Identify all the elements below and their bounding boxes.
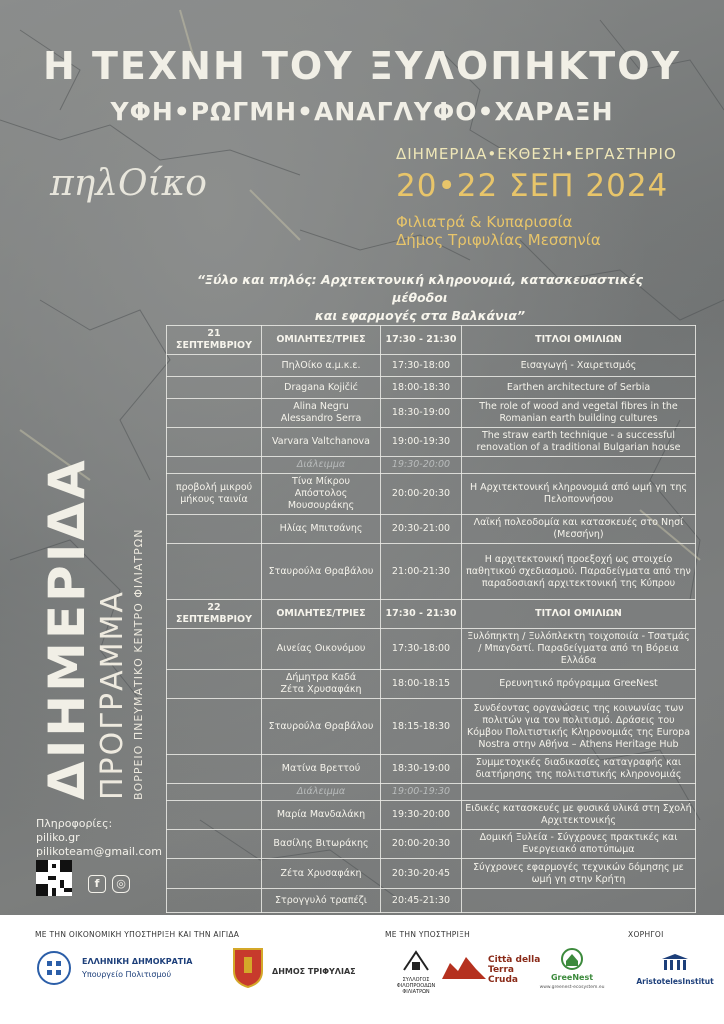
municipality-crest-icon (230, 945, 266, 989)
speaker-name: Σταυρούλα Θραβάλου (262, 544, 381, 600)
talk-title: Λαϊκή πολεοδομία και κατασκευές στο Νησί (Μεσσήνη) (462, 515, 696, 544)
venue-name: ΒΟΡΡΕΙΟ ΠΝΕΥΜΑΤΙΚΟ ΚΕΝΤΡΟ ΦΙΛΙΑΤΡΩΝ (132, 528, 145, 800)
speaker-name: Ματίνα Βρεττού (262, 755, 381, 784)
row-note (167, 428, 262, 457)
talk-time: 18:30-19:00 (381, 755, 462, 784)
side-title-programma: ΠΡΟΓΡΑΜΜΑ (95, 590, 130, 800)
municipality-name: ΔΗΜΟΣ ΤΡΙΦΥΛΙΑΣ (272, 967, 356, 976)
ministry-line-2: Υπουργείο Πολιτισμού (82, 970, 172, 979)
theme-quote (180, 271, 660, 325)
talk-time: 19:30-20:00 (381, 457, 462, 474)
talk-title: The role of wood and vegetal fibres in the Romanian earth building cultures (462, 399, 696, 428)
talk-title: Συμμετοχικές διαδικασίες καταγραφής και διατήρησης της πολιτιστικής κληρονομιάς (462, 755, 696, 784)
talk-title: Εισαγωγή - Χαιρετισμός (462, 355, 696, 377)
speaker-name: Βασίλης Βιτωράκης (262, 830, 381, 859)
day2-titles-header: ΤΙΤΛΟΙ ΟΜΙΛΙΩΝ (462, 600, 696, 629)
talk-time: 18:00-18:15 (381, 670, 462, 699)
event-types: ΔΙΗΜΕΡΙΔΑ•ΕΚΘΕΣΗ•ΕΡΓΑΣΤΗΡΙΟ (396, 145, 677, 163)
day1-titles-header: ΤΙΤΛΟΙ ΟΜΙΛΙΩΝ (462, 326, 696, 355)
ministry-line-1: ΕΛΛΗΝΙΚΗ ΔΗΜΟΚΡΑΤΙΑ (82, 957, 193, 966)
row-note (167, 377, 262, 399)
speaker-name: Alina Negru Alessandro Serra (262, 399, 381, 428)
website-link[interactable]: piliko.gr (36, 831, 80, 844)
day2-time-header: 17:30 - 21:30 (381, 600, 462, 629)
instagram-icon[interactable]: ◎ (112, 875, 130, 893)
event-title: Η ΤΕΧΝΗ ΤΟΥ ΞΥΛΟΠΗΚΤΟΥ (42, 44, 682, 88)
program-row (167, 629, 696, 670)
row-note (167, 801, 262, 830)
program-row (167, 399, 696, 428)
contact-label: Πληροφορίες: (36, 817, 113, 830)
program-row (167, 801, 696, 830)
row-note (167, 784, 262, 801)
speaker-name: Μαρία Μανδαλάκη (262, 801, 381, 830)
contact-info (36, 817, 162, 859)
talk-time: 18:30-19:00 (381, 399, 462, 428)
talk-time: 21:00-21:30 (381, 544, 462, 600)
speaker-name: Ηλίας Μπιτσάνης (262, 515, 381, 544)
email-link[interactable]: pilikoteam@gmail.com (36, 845, 162, 858)
row-note (167, 399, 262, 428)
talk-time: 19:00-19:30 (381, 784, 462, 801)
speaker-name: Στρογγυλό τραπέζι (262, 889, 381, 913)
support-caption: ΜΕ ΤΗΝ ΟΙΚΟΝΟΜΙΚΗ ΥΠΟΣΤΗΡΙΞΗ ΚΑΙ ΤΗΝ ΑΙΓΙΔΑ (35, 930, 240, 939)
program-row (167, 784, 696, 801)
row-note (167, 830, 262, 859)
speaker-name: Varvara Valtchanova (262, 428, 381, 457)
row-note (167, 544, 262, 600)
program-row (167, 830, 696, 859)
program-row (167, 670, 696, 699)
aristoteles-logo-icon (660, 953, 690, 973)
row-note (167, 859, 262, 889)
speaker-name: Dragana Kojičić (262, 377, 381, 399)
talk-time: 20:30-21:00 (381, 515, 462, 544)
talk-title (462, 889, 696, 913)
talk-time: 19:30-20:00 (381, 801, 462, 830)
program-row (167, 474, 696, 515)
talk-time: 20:00-20:30 (381, 830, 462, 859)
association-name: ΣΥΛΛΟΓΟΣ ΦΙΛΟΠΡΟΟΔΩΝ ΦΙΛΙΑΤΡΩΝ (396, 977, 436, 995)
location-line-2: Δήμος Τριφυλίας Μεσσηνία (396, 231, 601, 249)
speaker-name: ΠηλΟίκο α.μ.κ.ε. (262, 355, 381, 377)
piliko-logo: πηλΟίκο (50, 163, 207, 204)
speaker-name: Διάλειμμα (262, 457, 381, 474)
program-row (167, 699, 696, 755)
qr-code-icon[interactable] (36, 860, 72, 896)
speaker-name: Τίνα Μίκρου Απόστολος Μουσουράκης (262, 474, 381, 515)
day1-header-row (167, 326, 696, 355)
program-table (166, 325, 696, 913)
row-note (167, 515, 262, 544)
day1-speakers-header: ΟΜΙΛΗΤΕΣ/ΤΡΙΕΣ (262, 326, 381, 355)
event-dates: 20•22 ΣΕΠ 2024 (396, 168, 669, 204)
greenest-logo-icon (560, 947, 584, 971)
greek-emblem-icon (36, 950, 72, 986)
greenest-url: www.greenest-ecosystem.eu (539, 985, 605, 990)
row-note (167, 629, 262, 670)
aristoteles-name: AristotelesInstitut (636, 977, 714, 986)
talk-time: 17:30-18:00 (381, 629, 462, 670)
talk-title: The straw earth technique - a successful renovation of a traditional Bulgarian house (462, 428, 696, 457)
day2-speakers-header: ΟΜΙΛΗΤΕΣ/ΤΡΙΕΣ (262, 600, 381, 629)
program-row (167, 889, 696, 913)
quote-line-1: “Ξύλο και πηλός: Αρχιτεκτονική κληρονομιά, κατασκευαστικές μέθοδοι (197, 272, 643, 305)
program-row (167, 515, 696, 544)
program-row (167, 428, 696, 457)
quote-line-2: και εφαρμογές στα Βαλκάνια” (314, 308, 526, 323)
row-note (167, 755, 262, 784)
program-row (167, 755, 696, 784)
row-note (167, 889, 262, 913)
day2-date: 22 ΣΕΠΤΕΜΒΡΙΟΥ (167, 600, 262, 629)
speaker-name: Σταυρούλα Θραβάλου (262, 699, 381, 755)
citta-name: Città della Terra Cruda (488, 955, 541, 985)
talk-title: Δομική Ξυλεία - Σύγχρονες πρακτικές και Ενεργειακό αποτύπωμα (462, 830, 696, 859)
day1-time-header: 17:30 - 21:30 (381, 326, 462, 355)
talk-title: Ερευνητικό πρόγραμμα GreeNest (462, 670, 696, 699)
row-note (167, 355, 262, 377)
event-subtitle: ΥΦΗ•ΡΩΓΜΗ•ΑΝΑΓΛΥΦΟ•ΧΑΡΑΞΗ (110, 97, 614, 126)
talk-time: 20:00-20:30 (381, 474, 462, 515)
row-note (167, 670, 262, 699)
talk-title: Συνδέοντας οργανώσεις της κοινωνίας των πολιτών για τον πολιτισμό. Δράσεις του Κόμβου Πολιτιστικής Κληρονομιάς της Europa Nostra στην Αθήνα – Athens Heritage Hub (462, 699, 696, 755)
speaker-name: Ζέτα Χρυσαφάκη (262, 859, 381, 889)
talk-time: 17:30-18:00 (381, 355, 462, 377)
speaker-name: Δήμητρα Καδά Ζέτα Χρυσαφάκη (262, 670, 381, 699)
row-note (167, 457, 262, 474)
association-logo-icon (400, 948, 432, 974)
talk-title: Earthen architecture of Serbia (462, 377, 696, 399)
row-note: προβολή μικρού μήκους ταινία (167, 474, 262, 515)
location-line-1: Φιλιατρά & Κυπαρισσία (396, 213, 573, 231)
program-row (167, 355, 696, 377)
talk-title: Η αρχιτεκτονική προεξοχή ως στοιχείο παθητικού σχεδιασμού. Παραδείγματα από την παραδοσιακή αρχιτεκτονική της Κύπρου (462, 544, 696, 600)
program-row (167, 544, 696, 600)
talk-title: Η Αρχιτεκτονική κληρονομιά από ωμή γη της Πελοποννήσου (462, 474, 696, 515)
program-row (167, 457, 696, 474)
support2-caption: ΜΕ ΤΗΝ ΥΠΟΣΤΗΡΙΞΗ (385, 930, 471, 939)
day2-header-row (167, 600, 696, 629)
speaker-name: Διάλειμμα (262, 784, 381, 801)
talk-time: 18:00-18:30 (381, 377, 462, 399)
talk-title (462, 784, 696, 801)
program-row (167, 859, 696, 889)
day1-date: 21 ΣΕΠΤΕΜΒΡΙΟΥ (167, 326, 262, 355)
sponsors-footer (0, 915, 724, 1024)
citta-terra-cruda-icon (440, 951, 488, 981)
facebook-icon[interactable]: f (88, 875, 106, 893)
talk-time: 20:30-20:45 (381, 859, 462, 889)
event-location (396, 213, 601, 249)
sponsors-caption: ΧΟΡΗΓΟΙ (628, 930, 664, 939)
talk-time: 20:45-21:30 (381, 889, 462, 913)
row-note (167, 699, 262, 755)
talk-time: 18:15-18:30 (381, 699, 462, 755)
side-title-diimerida: ΔΙΗΜΕΡΙΔΑ (38, 457, 96, 800)
greenest-name: GreeNest (550, 973, 594, 982)
talk-time: 19:00-19:30 (381, 428, 462, 457)
talk-title: Ξυλόπηκτη / Ξυλόπλεκτη τοιχοποιία - Τσατμάς / Μπαγδατί. Παραδείγματα από τη Βόρεια Ελλάδα (462, 629, 696, 670)
talk-title: Σύγχρονες εφαρμογές τεχνικών δόμησης με ωμή γη στην Κρήτη (462, 859, 696, 889)
talk-title (462, 457, 696, 474)
program-row (167, 377, 696, 399)
talk-title: Ειδικές κατασκευές με φυσικά υλικά στη Σχολή Αρχιτεκτονικής (462, 801, 696, 830)
speaker-name: Αινείας Οικονόμου (262, 629, 381, 670)
